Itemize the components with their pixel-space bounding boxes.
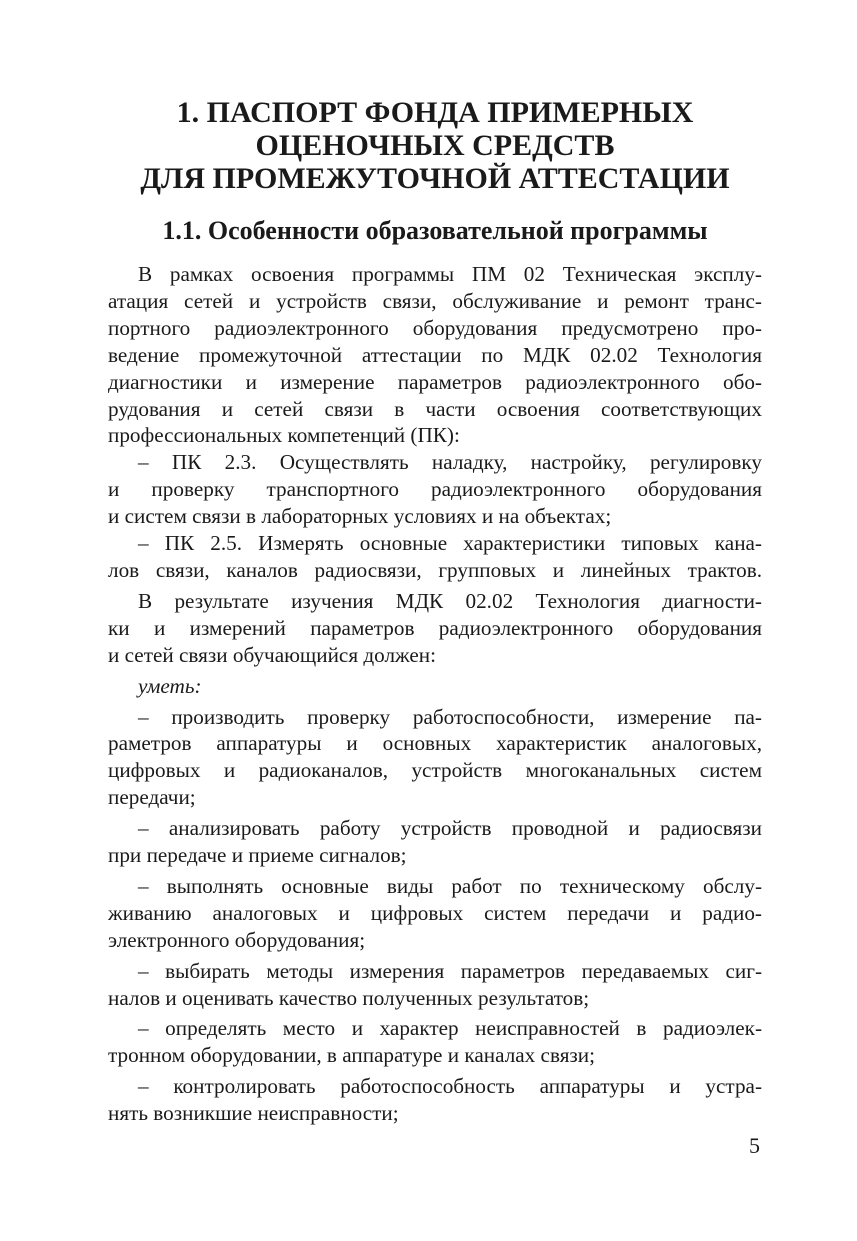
- text-line: В рамках освоения программы ПМ 02 Техническая эксплу-: [138, 262, 762, 286]
- chapter-title-line: 1. ПАСПОРТ ФОНДА ПРИМЕРНЫХ: [176, 96, 694, 129]
- text-line: передачи;: [108, 785, 196, 810]
- skills-label: уметь:: [138, 673, 202, 698]
- text-line: электронного оборудования;: [108, 927, 366, 952]
- text-line: – контролировать работоспособность аппаратуры и устра-: [138, 1074, 762, 1099]
- text-line: – производить проверку работоспособности, измерение па-: [138, 704, 762, 729]
- skill-item: [108, 873, 762, 954]
- text-line: – определять место и характер неисправностей в радиоэлек-: [138, 1016, 762, 1041]
- body-text: [108, 261, 762, 1127]
- skill-item: [108, 1015, 762, 1069]
- text-line: В результате изучения МДК 02.02 Технология диагности-: [138, 588, 762, 613]
- text-line: диагностики и измерение параметров радиоэлектронного обо-: [108, 369, 762, 394]
- section-title: 1.1. Особенности образовательной программы: [162, 216, 708, 245]
- chapter-title: [108, 96, 762, 195]
- text-line: раметров аппаратуры и основных характеристик аналоговых,: [108, 731, 762, 756]
- text-line: ки и измерений параметров радиоэлектронного оборудования: [108, 615, 762, 640]
- text-line: нять возникшие неисправности;: [108, 1101, 399, 1126]
- text-line: тронном оборудовании, в аппаратуре и каналах связи;: [108, 1043, 596, 1068]
- skill-item: [108, 958, 762, 1012]
- text-line: лов связи, каналов радиосвязи, групповых и линейных трактов.: [108, 557, 762, 582]
- text-line: и проверку транспортного радиоэлектронного оборудования: [108, 477, 762, 502]
- text-line: – выбирать методы измерения параметров передаваемых сиг-: [138, 958, 762, 983]
- competency-item: [108, 530, 762, 584]
- skill-item: [108, 1073, 762, 1127]
- page-content: [108, 96, 762, 1127]
- text-line: – ПК 2.3. Осуществлять наладку, настройку, регулировку: [138, 450, 762, 475]
- text-line: живанию аналоговых и цифровых систем передачи и радио-: [108, 900, 762, 925]
- text-line: и сетей связи обучающийся должен:: [108, 642, 437, 667]
- text-line: и систем связи в лабораторных условиях и на объектах;: [108, 504, 612, 529]
- text-line: цифровых и радиоканалов, устройств многоканальных систем: [108, 758, 762, 783]
- page-number: 5: [749, 1133, 760, 1158]
- text-line: ведение промежуточной аттестации по МДК 02.02 Технология: [108, 342, 762, 367]
- paragraph: [108, 261, 762, 449]
- paragraph: [108, 588, 762, 669]
- text-line: – ПК 2.5. Измерять основные характеристики типовых кана-: [138, 531, 762, 556]
- text-line: рудования и сетей связи в части освоения соответствующих: [108, 396, 762, 421]
- text-line: налов и оценивать качество полученных результатов;: [108, 985, 590, 1010]
- text-line: атация сетей и устройств связи, обслуживание и ремонт транс-: [108, 288, 762, 313]
- chapter-title-line: ОЦЕНОЧНЫХ СРЕДСТВ: [255, 129, 615, 162]
- skill-item: [108, 704, 762, 812]
- competency-item: [108, 449, 762, 530]
- skills-label-paragraph: [108, 673, 762, 700]
- text-line: портного радиоэлектронного оборудования предусмотрено про-: [108, 315, 762, 340]
- text-line: при передаче и приеме сигналов;: [108, 843, 407, 868]
- text-line: – выполнять основные виды работ по техническому обслу-: [138, 873, 762, 898]
- skill-item: [108, 815, 762, 869]
- text-line: профессиональных компетенций (ПК):: [108, 423, 460, 448]
- chapter-title-line: ДЛЯ ПРОМЕЖУТОЧНОЙ АТТЕСТАЦИИ: [140, 162, 730, 195]
- text-line: – анализировать работу устройств проводной и радиосвязи: [138, 816, 762, 841]
